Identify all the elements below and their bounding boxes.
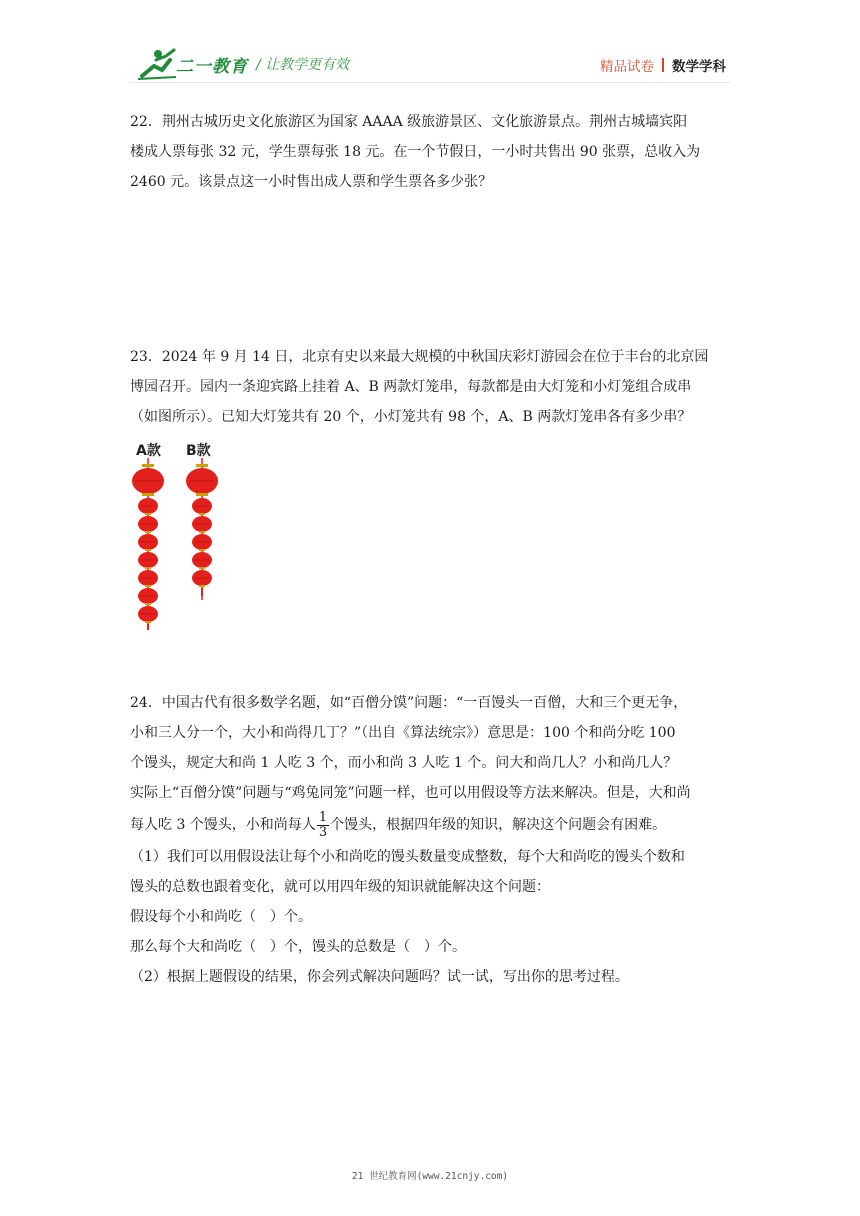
- big-lantern-base: [196, 493, 208, 496]
- big-lantern-cap: [142, 464, 154, 467]
- small-lantern-base: [199, 567, 205, 569]
- question-22: [130, 107, 730, 197]
- small-lantern-base: [145, 603, 151, 605]
- tag-divider: [662, 58, 664, 72]
- logo-text: 二一教育: [176, 57, 248, 77]
- label-a: A款: [136, 443, 161, 459]
- header-divider: [130, 82, 730, 83]
- tag-quality: 精品试卷: [600, 59, 654, 75]
- q24-line: 个馒头，规定大和尚 1 人吃 3 个，而小和尚 3 人吃 1 个。问大和尚几人？小和尚几人？: [130, 755, 678, 771]
- header-tags: [600, 55, 726, 75]
- big-lantern-cap: [196, 464, 208, 467]
- small-lantern-base: [145, 567, 151, 569]
- big-lantern-base: [142, 493, 154, 496]
- q23-line: （如图所示）。已知大灯笼共有 20 个，小灯笼共有 98 个，A、B 两款灯笼串各有多少串？: [130, 409, 692, 425]
- frac-line-post: 个馒头，根据四年级的知识，解决这个问题会有困难。: [330, 817, 667, 833]
- question-23: [130, 342, 730, 432]
- q24-part1-line: 那么每个大和尚吃（ ）个，馒头的总数是（ ）个。: [130, 939, 466, 955]
- small-lantern-base: [145, 585, 151, 587]
- question-24: [130, 688, 730, 992]
- small-lantern-base: [145, 621, 151, 623]
- q22-line: 2460 元。该景点这一小时售出成人票和学生票各多少张？: [130, 174, 493, 190]
- q24-part2: （2）根据上题假设的结果，你会列式解决问题吗？试一试，写出你的思考过程。: [130, 969, 629, 985]
- label-b: B款: [186, 443, 211, 459]
- q22-line: 22．荆州古城历史文化旅游区为国家 AAAA 级旅游景区、文化旅游景点。荆州古城墙宾阳: [130, 114, 688, 130]
- slogan: / 让教学更有效: [256, 57, 350, 73]
- lantern-string-b: [184, 458, 220, 630]
- small-lantern-base: [199, 531, 205, 533]
- fraction-one-third: [317, 811, 329, 840]
- page-footer: 21 世纪教育网(www.21cnjy.com): [351, 1171, 509, 1182]
- q24-line: 实际上“百僧分馍”问题与“鸡兔同笼”问题一样，也可以用假设等方法来解决。但是，大和尚: [130, 785, 691, 801]
- frac-denominator: 3: [318, 824, 328, 840]
- small-lantern-base: [145, 513, 151, 515]
- q24-part1-line: 假设每个小和尚吃（ ）个。: [130, 909, 312, 925]
- q23-line: 23．2024 年 9 月 14 日，北京有史以来最大规模的中秋国庆彩灯游园会在位于丰台的北京园: [130, 349, 709, 365]
- small-lantern-base: [145, 531, 151, 533]
- page-header: [0, 0, 860, 90]
- q24-line: 24．中国古代有很多数学名题，如“百僧分馍”问题：“一百馒头一百僧，大和三个更无争，: [130, 695, 688, 711]
- lantern-figure: [130, 440, 250, 630]
- lantern-string-a: [130, 458, 166, 630]
- q23-line: 博园召开。园内一条迎宾路上挂着 A、B 两款灯笼串，每款都是由大灯笼和小灯笼组合成串: [130, 379, 692, 395]
- tag-subject: 数学学科: [672, 59, 726, 75]
- q24-line: 小和三人分一个，大小和尚得几丁？”（出自《算法统宗》）意思是：100 个和尚分吃 100: [130, 725, 676, 741]
- frac-numerator: 1: [318, 809, 328, 825]
- small-lantern-base: [145, 549, 151, 551]
- q24-part1-line: （1）我们可以用假设法让每个小和尚吃的馒头数量变成整数，每个大和尚吃的馒头个数和: [130, 849, 685, 865]
- small-lantern-base: [199, 585, 205, 587]
- small-lantern-base: [199, 513, 205, 515]
- small-lantern-base: [199, 549, 205, 551]
- frac-line-pre: 每人吃 3 个馒头，小和尚每人: [130, 817, 316, 833]
- q22-line: 楼成人票每张 32 元，学生票每张 18 元。在一个节假日，一小时共售出 90 张票，总收入为: [130, 144, 701, 160]
- q24-fraction-line: [130, 808, 730, 842]
- q24-part1-line: 馒头的总数也跟着变化，就可以用四年级的知识就能解决这个问题：: [130, 879, 550, 895]
